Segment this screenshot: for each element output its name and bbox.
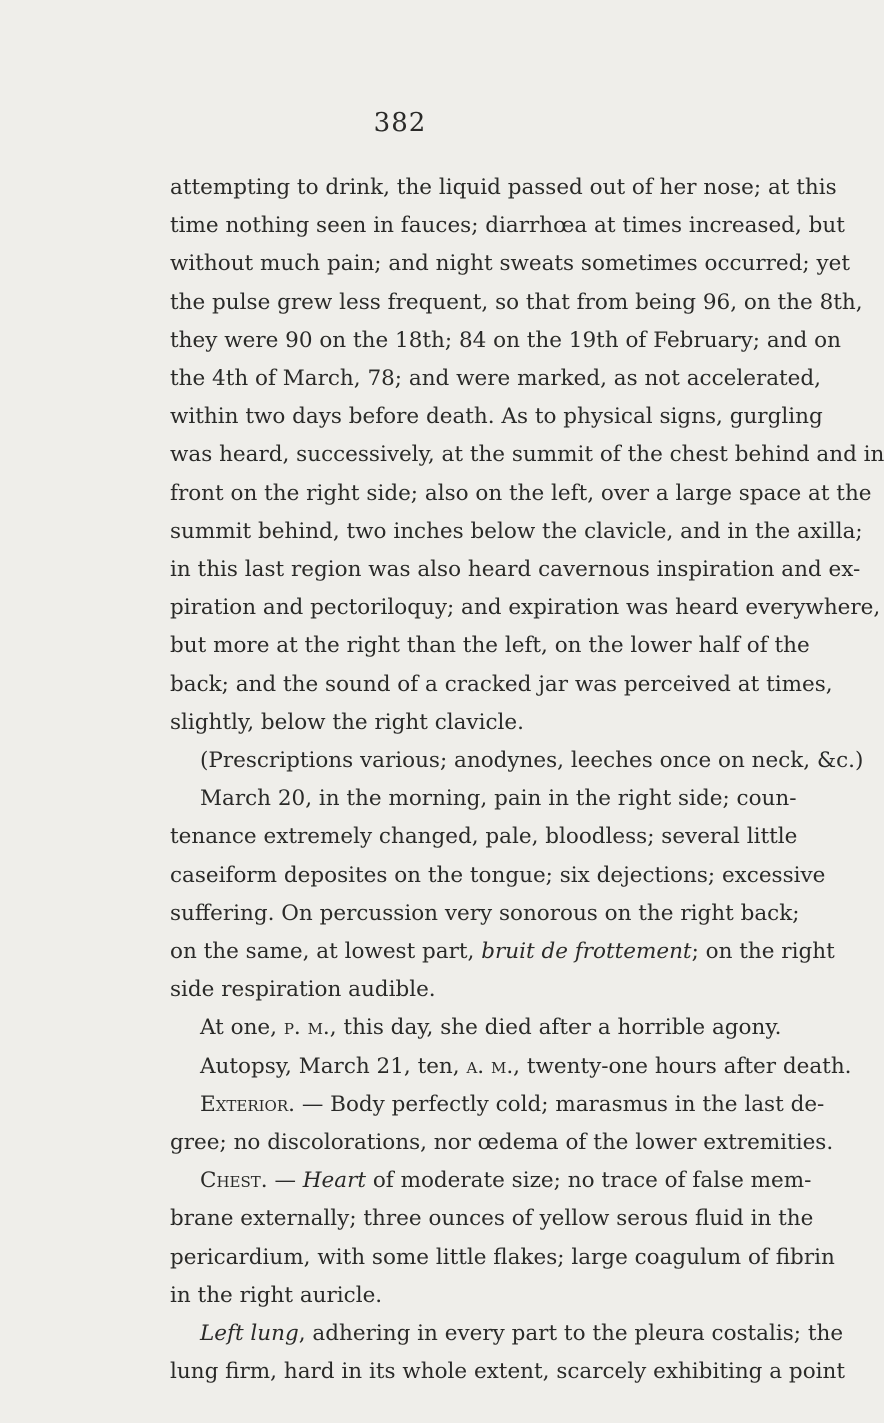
text-line: brane externally; three ounces of yellow serous fluid in the [170,1206,814,1232]
text-line: in this last region was also heard cavernous inspiration and ex- [170,557,861,582]
text-line: slightly, below the right clavicle. [170,709,524,735]
text-line: tenance extremely changed, pale, bloodless; several little [170,824,798,850]
text-line: lung firm, hard in its whole extent, scarcely exhibiting a point [170,1359,846,1385]
page-number: 382 [373,108,427,138]
text-line: suffering. On percussion very sonorous on the right back; [170,900,800,926]
text-run: At one, [200,1015,284,1041]
text-line: summit behind, two inches below the clavicle, and in the axilla; [170,518,863,544]
text-line: the pulse grew less frequent, so that from being 96, on the 8th, [170,289,863,315]
text-line: front on the right side; also on the left, over a large space at the [170,480,872,506]
text-run: — [267,1168,303,1194]
text-line [200,1090,825,1120]
text-run: of moderate size; no trace of false mem- [366,1168,812,1194]
text-line [200,1319,844,1349]
text-line: pericardium, with some little flakes; large coagulum of fibrin [170,1244,835,1270]
text-line: without much pain; and night sweats sometimes occurred; yet [170,251,851,277]
text-line: (Prescriptions various; anodynes, leeches once on neck, &c.) [200,748,864,773]
text-run-italic: bruit de frottement [481,939,692,964]
text-line [170,937,835,967]
text-line: piration and pectoriloquy; and expiration was heard everywhere, [170,595,881,621]
text-run: , this day, she died after a horrible agony. [329,1015,782,1041]
text-run-smallcaps: a. m. [466,1053,514,1079]
text-line: back; and the sound of a cracked jar was perceived at times, [170,671,833,697]
text-run: , adhering in every part to the pleura costalis; the [298,1321,844,1346]
text-run: — Body perfectly cold; marasmus in the last de- [294,1091,825,1117]
text-line: time nothing seen in fauces; diarrhœa at times increased, but [170,213,845,239]
text-run-smallcaps: Chest. [200,1168,268,1194]
text-run-italic: Left lung [200,1321,299,1346]
text-run: on the same, at lowest part, [170,939,482,964]
text-line: within two days before death. As to physical signs, gurgling [170,404,823,430]
text-line: they were 90 on the 18th; 84 on the 19th of February; and on [170,327,841,353]
text-line [200,1166,812,1196]
text-line [200,1052,852,1082]
text-line: was heard, successively, at the summit of the chest behind and in [170,442,884,468]
text-line: the 4th of March, 78; and were marked, as not accelerated, [170,366,822,391]
text-line: March 20, in the morning, pain in the right side; coun- [200,786,797,812]
text-line: gree; no discolorations, nor œdema of the lower extremities. [170,1130,834,1155]
text-line: attempting to drink, the liquid passed out of her nose; at this [170,175,837,200]
text-line: in the right auricle. [170,1282,383,1308]
text-run: ; on the right [691,939,835,964]
text-run: , twenty-one hours after death. [513,1053,852,1079]
text-run-italic: Heart [302,1168,366,1194]
text-line [200,1013,782,1043]
text-run: Autopsy, March 21, ten, [200,1053,467,1079]
text-line: side respiration audible. [170,977,436,1003]
text-line: but more at the right than the left, on the lower half of the [170,633,810,659]
text-run-smallcaps: p. m. [283,1015,330,1041]
text-run-smallcaps: Exterior. [200,1091,295,1117]
text-line: caseiform deposites on the tongue; six dejections; excessive [170,862,826,888]
